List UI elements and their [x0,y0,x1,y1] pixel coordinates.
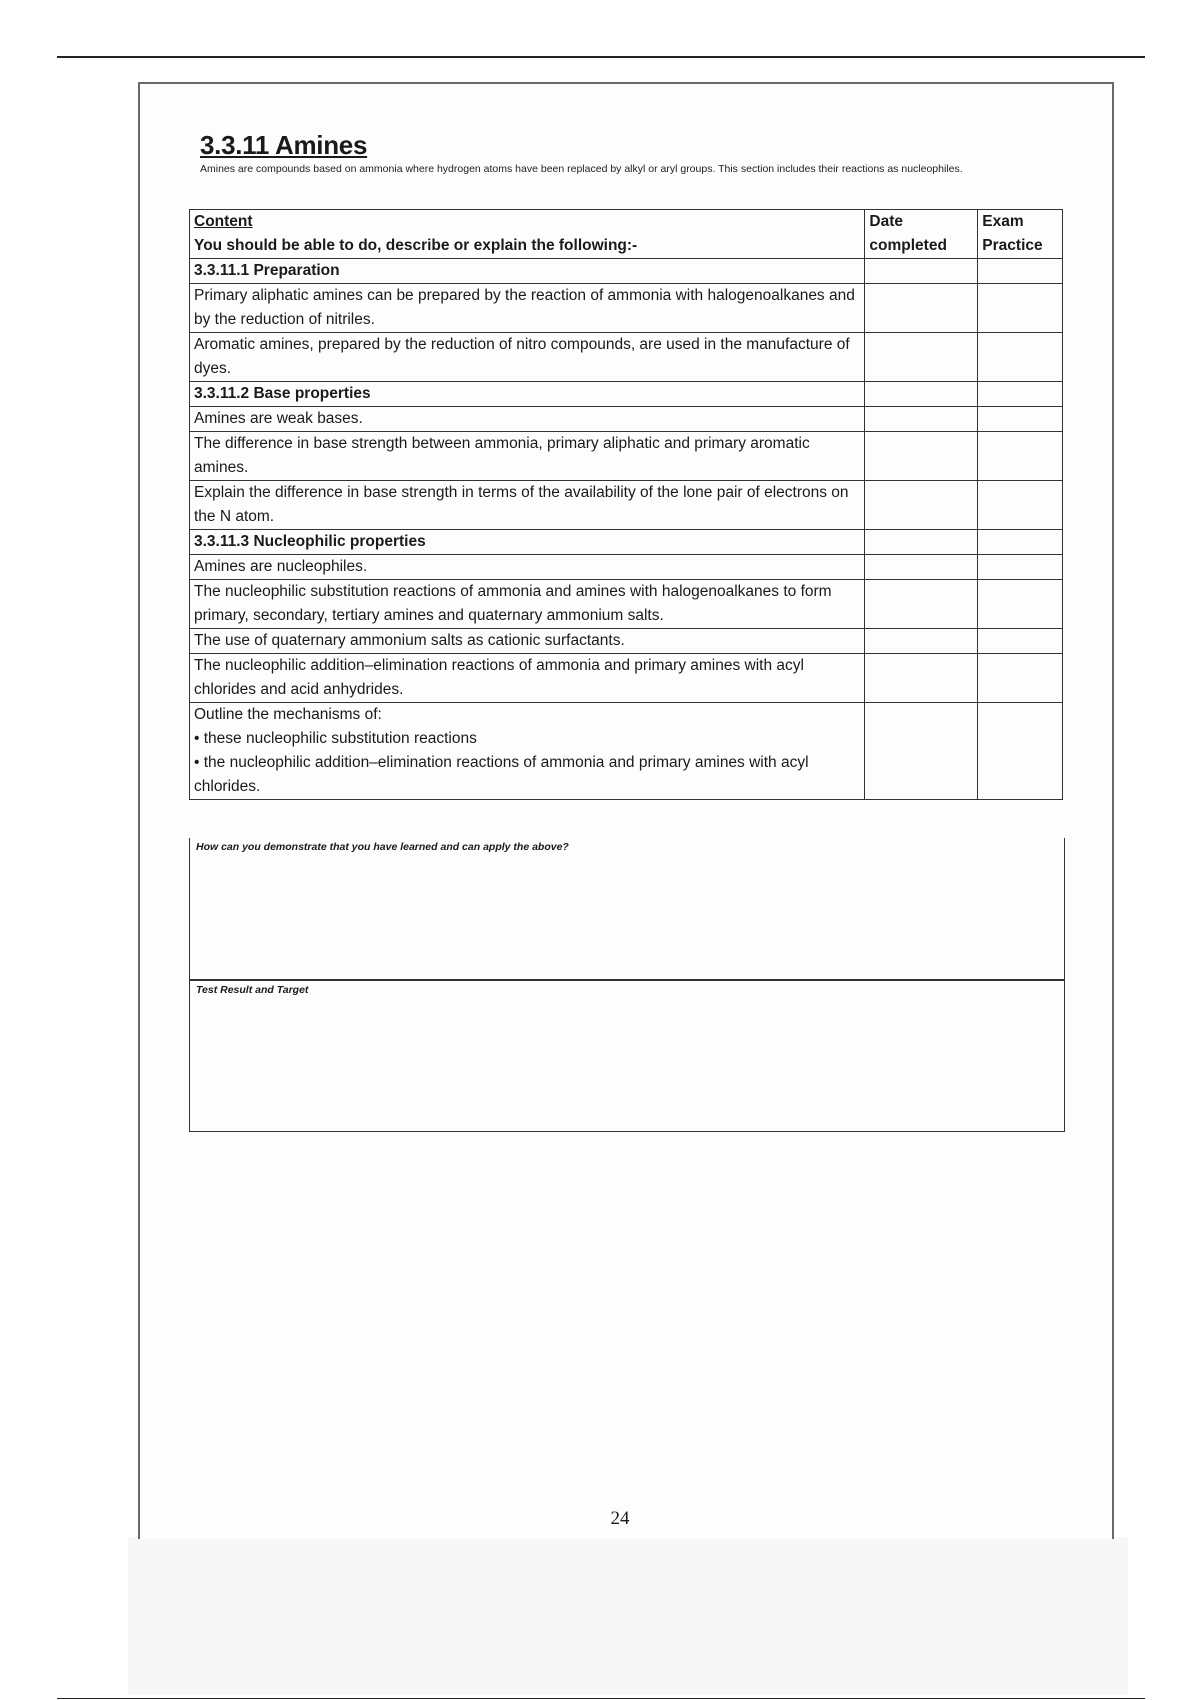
date-completed-cell[interactable] [865,703,978,800]
table-header-row [190,210,1063,259]
table-row [190,481,1063,530]
date-completed-cell[interactable] [865,432,978,481]
page-number: 24 [610,1508,630,1529]
section-row [190,259,1063,284]
bottom-rule [57,1698,1145,1699]
date-completed-cell[interactable] [865,284,978,333]
exam-practice-cell[interactable] [978,333,1063,382]
section-heading: 3.3.11.2 Base properties [190,382,865,407]
mechanisms-lead: Outline the mechanisms of: [194,706,382,723]
exam-practice-cell[interactable] [978,654,1063,703]
date-completed-cell[interactable] [865,259,978,284]
content-header [190,210,865,259]
date-completed-cell[interactable] [865,333,978,382]
table-row [190,284,1063,333]
top-rule [57,56,1145,58]
content-header-instruction: You should be able to do, describe or explain the following:- [194,237,638,254]
section-heading: 3.3.11.3 Nucleophilic properties [190,530,865,555]
date-completed-cell[interactable] [865,481,978,530]
section-heading: 3.3.11.1 Preparation [190,259,865,284]
table-row [190,654,1063,703]
content-cell [190,703,865,800]
checklist-table [189,209,1063,800]
scan-margin [128,1537,1128,1695]
content-cell: Primary aliphatic amines can be prepared by the reaction of ammonia with halogenoalkanes and by the reduction of nitriles. [190,284,865,333]
table-row [190,407,1063,432]
exam-practice-cell[interactable] [978,407,1063,432]
exam-practice-cell[interactable] [978,284,1063,333]
table-row [190,580,1063,629]
section-row [190,530,1063,555]
date-completed-cell[interactable] [865,407,978,432]
content-cell: Aromatic amines, prepared by the reduction of nitro compounds, are used in the manufacture of dyes. [190,333,865,382]
date-completed-header: Date completed [865,210,978,259]
exam-practice-header: Exam Practice [978,210,1063,259]
date-completed-cell[interactable] [865,382,978,407]
mechanism-item: • these nucleophilic substitution reactions [194,727,860,751]
content-header-label: Content [194,213,253,230]
content-cell: The use of quaternary ammonium salts as cationic surfactants. [190,629,865,654]
exam-practice-cell[interactable] [978,481,1063,530]
exam-practice-cell[interactable] [978,703,1063,800]
test-result-box[interactable] [189,980,1065,1132]
test-result-label: Test Result and Target [196,984,309,996]
exam-practice-cell[interactable] [978,259,1063,284]
mechanism-item: • the nucleophilic addition–elimination reactions of ammonia and primary amines with acyl chlorides. [194,751,860,799]
demonstrate-prompt: How can you demonstrate that you have learned and can apply the above? [196,841,569,853]
date-completed-cell[interactable] [865,530,978,555]
content-cell: The nucleophilic substitution reactions of ammonia and amines with halogenoalkanes to form primary, secondary, tertiary amines and quaternary ammonium salts. [190,580,865,629]
date-completed-cell[interactable] [865,654,978,703]
content-cell: Amines are weak bases. [190,407,865,432]
section-title: 3.3.11 Amines [200,130,368,160]
content-cell: The difference in base strength between ammonia, primary aliphatic and primary aromatic amines. [190,432,865,481]
table-row [190,333,1063,382]
demonstrate-box[interactable] [189,838,1065,980]
date-completed-cell[interactable] [865,580,978,629]
exam-practice-cell[interactable] [978,382,1063,407]
mechanisms-list [194,727,860,799]
table-row [190,555,1063,580]
exam-practice-cell[interactable] [978,432,1063,481]
exam-practice-cell[interactable] [978,580,1063,629]
date-completed-cell[interactable] [865,629,978,654]
table-row [190,432,1063,481]
date-completed-cell[interactable] [865,555,978,580]
section-intro: Amines are compounds based on ammonia where hydrogen atoms have been replaced by alkyl or aryl groups. This section includes their reactions as nucleophiles. [200,163,963,175]
exam-practice-cell[interactable] [978,530,1063,555]
exam-practice-cell[interactable] [978,555,1063,580]
content-cell: Explain the difference in base strength in terms of the availability of the lone pair of electrons on the N atom. [190,481,865,530]
exam-practice-cell[interactable] [978,629,1063,654]
section-row [190,382,1063,407]
content-cell: The nucleophilic addition–elimination reactions of ammonia and primary amines with acyl chlorides and acid anhydrides. [190,654,865,703]
content-cell: Amines are nucleophiles. [190,555,865,580]
table-row [190,629,1063,654]
table-row [190,703,1063,800]
